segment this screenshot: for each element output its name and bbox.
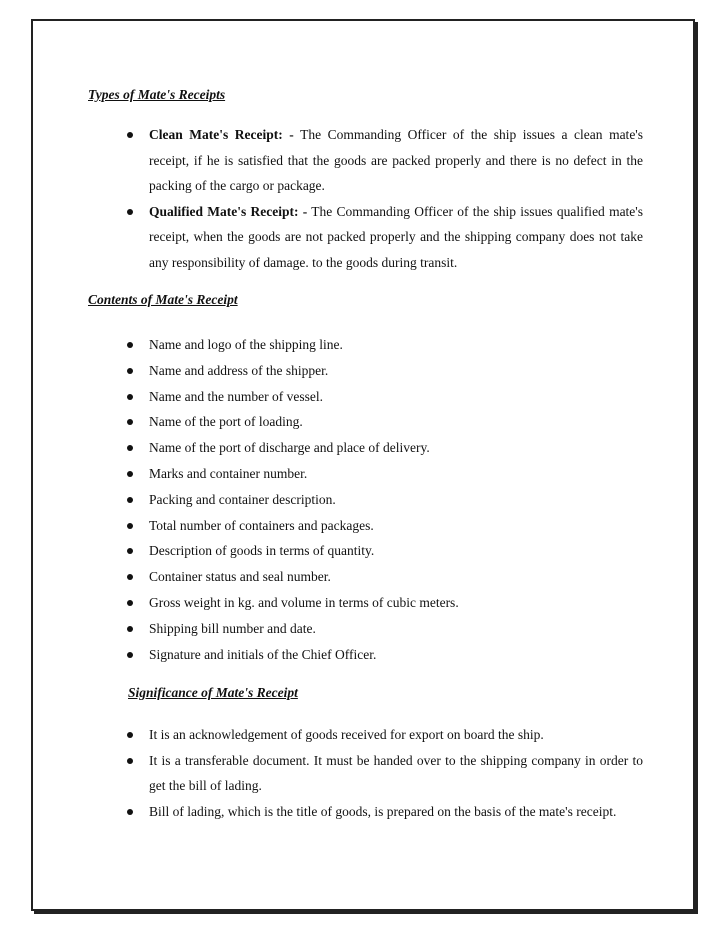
list-item: Name and the number of vessel. (124, 384, 643, 410)
contents-heading: Contents of Mate's Receipt (88, 292, 238, 307)
list-item-clean-receipt (124, 122, 643, 199)
desc-qualified-receipt: The Commanding Officer of the ship issues qualified mate's receipt, when the goods are not packed properly and the shipping company does not take any responsibility of damage. to the goods during transit. (149, 203, 643, 270)
list-item: Packing and container description. (124, 487, 643, 513)
list-item: It is a transferable document. It must be handed over to the shipping company in order to get the bill of lading. (124, 748, 643, 799)
types-heading: Types of Mate's Receipts (88, 87, 226, 102)
list-item: Name and logo of the shipping line. (124, 332, 643, 358)
list-item: Bill of lading, which is the title of goods, is prepared on the basis of the mate's receipt. (124, 799, 643, 825)
list-item: Marks and container number. (124, 461, 643, 487)
significance-heading: Significance of Mate's Receipt (128, 685, 298, 700)
desc-clean-receipt: The Commanding Officer of the ship issues a clean mate's receipt, if he is satisfied that the goods are packed properly and there is no defect in the packing of the cargo or package. (149, 127, 643, 193)
list-item-qualified-receipt (124, 199, 643, 276)
significance-list (124, 722, 643, 824)
list-item: Container status and seal number. (124, 564, 643, 590)
term-qualified-receipt: Qualified Mate's Receipt: - (149, 203, 308, 219)
list-item: Name and address of the shipper. (124, 358, 643, 384)
list-item: Name of the port of loading. (124, 409, 643, 435)
list-item: Shipping bill number and date. (124, 616, 643, 642)
list-item: Signature and initials of the Chief Officer. (124, 642, 643, 668)
list-item: Gross weight in kg. and volume in terms of cubic meters. (124, 590, 643, 616)
contents-list (124, 332, 643, 667)
types-list (124, 122, 643, 275)
list-item: Total number of containers and packages. (124, 513, 643, 539)
list-item: It is an acknowledgement of goods received for export on board the ship. (124, 722, 643, 748)
list-item: Description of goods in terms of quantity. (124, 538, 643, 564)
term-clean-receipt: Clean Mate's Receipt: - (149, 127, 294, 142)
list-item: Name of the port of discharge and place of delivery. (124, 435, 643, 461)
